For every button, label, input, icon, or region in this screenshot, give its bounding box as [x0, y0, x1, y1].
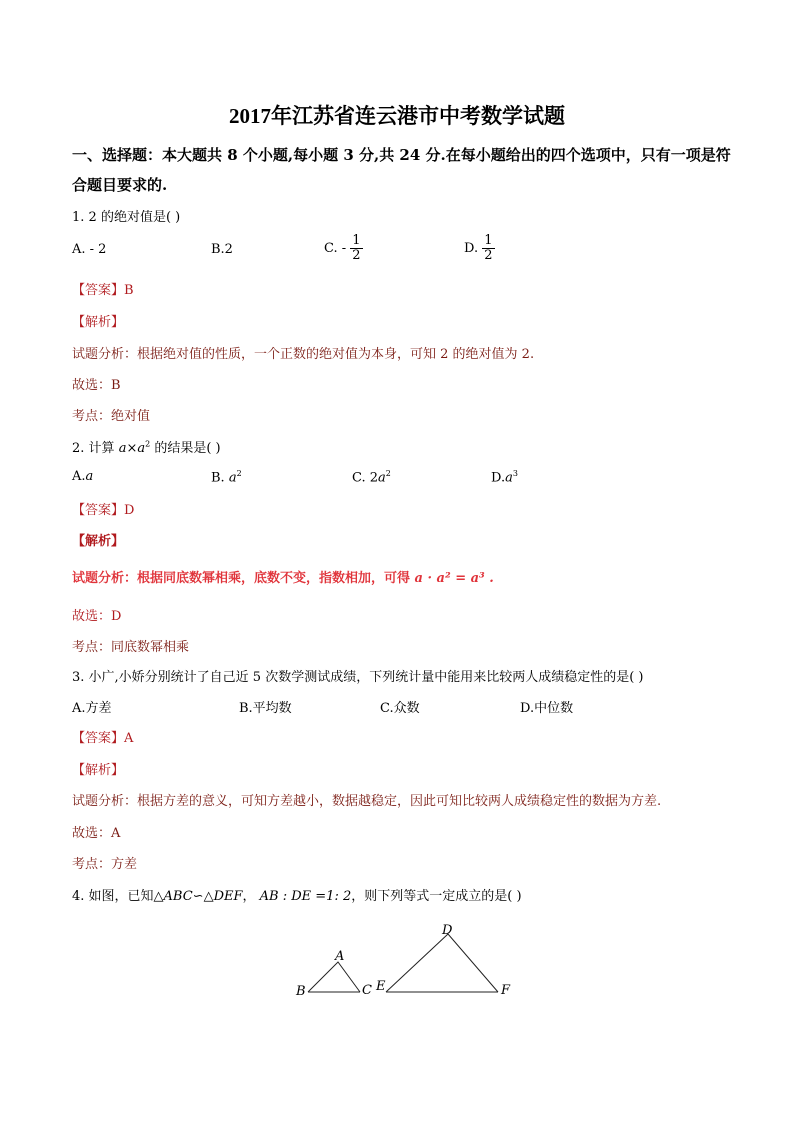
q1-choice: 故选：B [72, 378, 121, 393]
vertex-label-f: F [501, 983, 511, 998]
q2-analysis-detail-text: 试题分析：根据同底数幂相乘，底数不变，指数相加，可得 [72, 571, 411, 586]
q2-analysis-detail-expr: a · a² = a³ . [414, 571, 494, 586]
q1-option-c-fraction [350, 234, 362, 263]
q2-option-c-exp: 2 [385, 469, 391, 478]
q1-option-d-fraction [482, 234, 494, 263]
vertex-label-b: B [296, 984, 306, 999]
q2-stem-expr-op: ×a [126, 441, 146, 456]
q2-point: 考点：同底数幂相乘 [72, 640, 190, 655]
triangle-def [386, 934, 498, 992]
q2-stem-suffix: 的结果是( ) [154, 441, 221, 456]
vertex-label-c: C [362, 983, 372, 998]
q3-choice: 故选：A [72, 826, 121, 841]
q2-option-a-var: a [85, 469, 94, 484]
q2-option-a-prefix: A. [72, 469, 86, 484]
q3-option-a: A.方差 [72, 701, 112, 716]
q3-option-b: B.平均数 [239, 701, 292, 716]
q1-option-c-denominator: 2 [352, 248, 361, 263]
q1-option-c-numerator: 1 [352, 233, 361, 248]
q2-option-b-exp: 2 [236, 469, 242, 478]
q2-option-b-var: a [228, 470, 237, 486]
q1-analysis-label: 【解析】 [72, 315, 125, 330]
q2-option-c-prefix: C. 2 [352, 470, 379, 486]
q2-option-d-prefix: D. [491, 470, 506, 486]
q4-stem [72, 885, 522, 904]
q2-stem [72, 437, 221, 456]
vertex-label-a: A [335, 949, 345, 964]
q2-analysis-detail [72, 567, 494, 586]
q4-stem-similar: △ABC∽△DEF [153, 889, 243, 904]
q1-option-d [464, 234, 495, 263]
q2-option-c-var: a [378, 470, 386, 486]
q4-stem-ratio: AB : DE =1: 2 [259, 889, 352, 904]
q3-point: 考点：方差 [72, 857, 138, 872]
q2-answer: 【答案】D [72, 503, 135, 518]
q1-option-d-prefix: D. [464, 241, 479, 256]
q4-stem-suffix: ，则下列等式一定成立的是( ) [351, 889, 522, 904]
q1-point: 考点：绝对值 [72, 409, 151, 424]
q4-stem-prefix: 4. 如图，已知 [72, 889, 154, 904]
q1-option-d-denominator: 2 [484, 248, 493, 263]
page-title: 2017年江苏省连云港市中考数学试题 [229, 104, 565, 128]
q3-answer: 【答案】A [72, 731, 134, 746]
q1-analysis-detail: 试题分析：根据绝对值的性质，一个正数的绝对值为本身，可知 2 的绝对值为 2. [72, 347, 535, 362]
q1-option-a: A. - 2 [72, 242, 107, 257]
q2-option-b-prefix: B. [211, 470, 225, 486]
q2-option-d [491, 469, 518, 485]
q3-option-d: D.中位数 [520, 701, 574, 716]
q3-analysis-label: 【解析】 [72, 763, 125, 778]
q2-option-d-exp: 3 [512, 469, 518, 478]
q2-option-c [352, 469, 391, 485]
q2-stem-expr-a: a [118, 441, 127, 456]
q1-option-c [324, 234, 363, 263]
q2-option-b [211, 469, 242, 485]
triangle-abc [308, 962, 360, 992]
similar-triangles-figure [290, 920, 520, 1000]
q3-stem: 3. 小广,小娇分别统计了自己近 5 次数学测试成绩，下列统计量中能用来比较两人成绩稳定性的是( ) [72, 670, 644, 685]
vertex-label-e: E [376, 979, 386, 994]
q1-option-b: B.2 [211, 242, 233, 257]
q2-option-d-var: a [505, 470, 513, 486]
q1-option-c-prefix: C. - [324, 241, 347, 256]
q3-option-c: C.众数 [380, 701, 420, 716]
q2-stem-prefix: 2. 计算 [72, 441, 115, 456]
q2-option-a [72, 469, 93, 484]
section-heading: 一、选择题：本大题共 8 个小题,每小题 3 分,共 24 分.在每小题给出的四个选项中，只有一项是符合题目要求的. [72, 146, 731, 194]
q1-answer: 【答案】B [72, 283, 134, 298]
q3-analysis-detail: 试题分析：根据方差的意义，可知方差越小，数据越稳定，因此可知比较两人成绩稳定性的数据为方差. [72, 794, 662, 809]
q2-stem-expr-exp: 2 [145, 439, 151, 449]
q4-stem-mid: ， [242, 889, 256, 904]
q1-stem: 1. 2 的绝对值是( ) [72, 210, 181, 225]
q2-choice: 故选：D [72, 609, 122, 624]
vertex-label-d: D [442, 923, 453, 938]
q2-analysis-label: 【解析】 [72, 534, 125, 549]
q1-option-d-numerator: 1 [484, 233, 493, 248]
